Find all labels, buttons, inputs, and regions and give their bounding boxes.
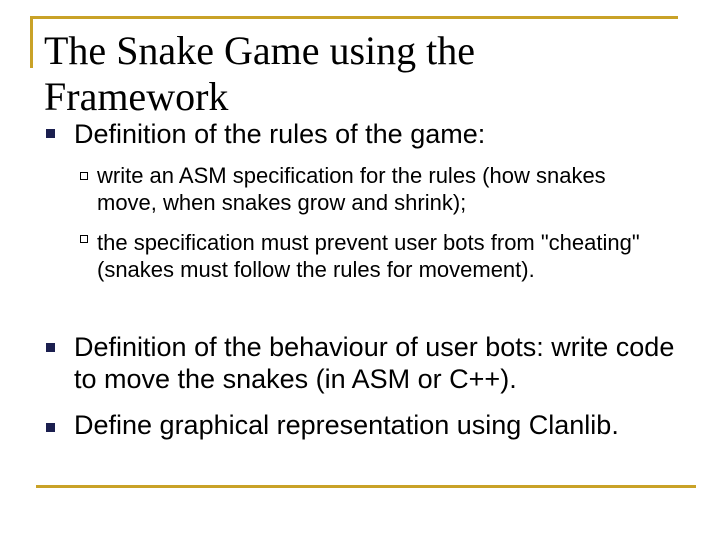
- bullet-square-icon: [46, 423, 55, 432]
- sub-bullet-text: write an ASM specification for the rules (how snakes move, when snakes grow and shrink);: [97, 163, 606, 215]
- bullet-square-icon: [46, 129, 55, 138]
- frame-bottom-line: [36, 485, 696, 488]
- bullet-text: Define graphical representation using Clanlib.: [74, 410, 619, 440]
- bullet-text: Definition of the rules of the game:: [74, 119, 486, 149]
- sub-bullet-text: the specification must prevent user bots from "cheating" (snakes must follow the rules for movement).: [97, 230, 640, 282]
- sub-bullet-square-icon: [80, 235, 88, 243]
- sub-bullet-square-icon: [80, 172, 88, 180]
- frame-left-line: [30, 16, 33, 68]
- slide-title: The Snake Game using the Framework: [44, 28, 475, 119]
- bullet-square-icon: [46, 343, 55, 352]
- frame-top-line: [32, 16, 678, 19]
- bullet-text: Definition of the behaviour of user bots: write code to move the snakes (in ASM or C++).: [74, 332, 675, 394]
